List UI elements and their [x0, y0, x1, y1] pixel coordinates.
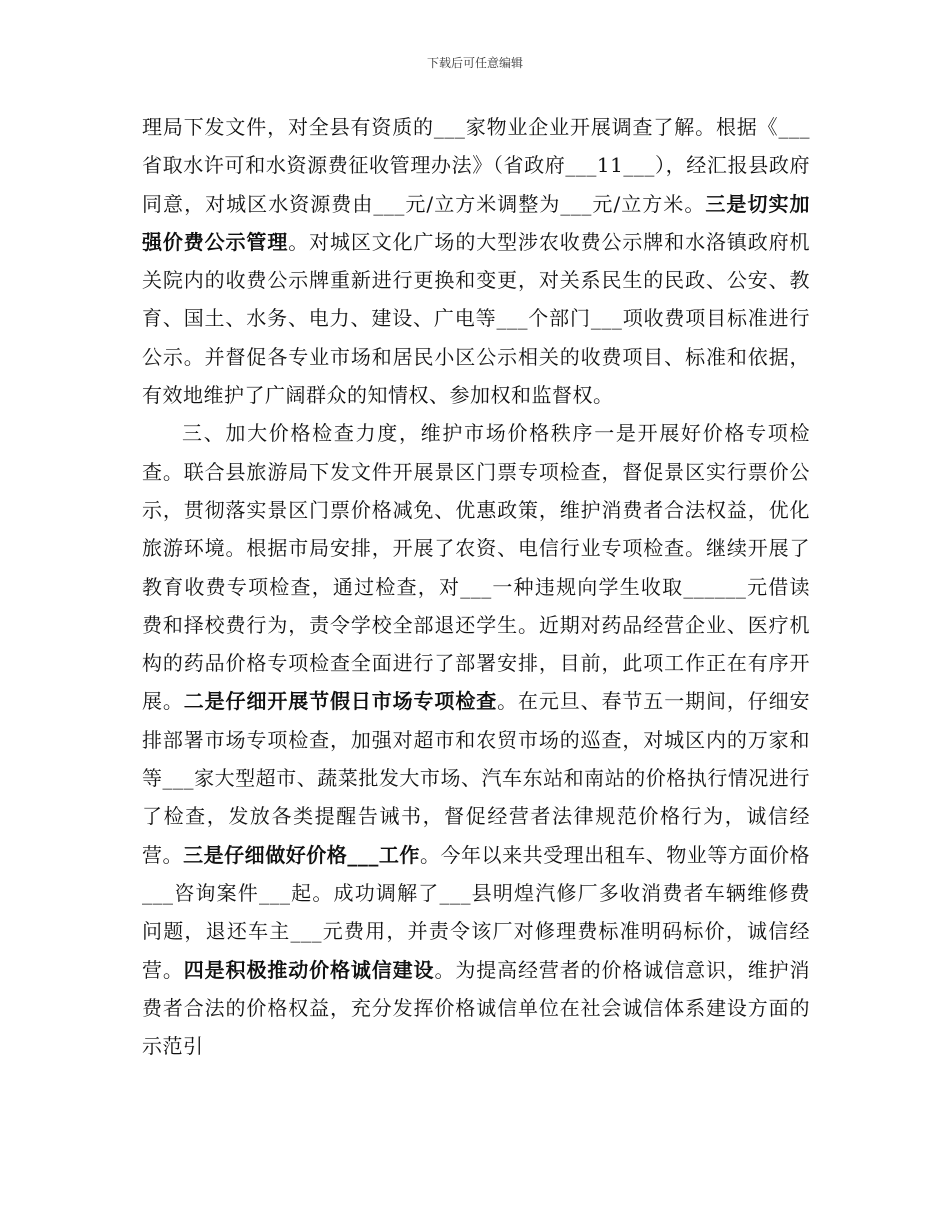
- text-segment: 。今年以来共受理出租车、物业等方面价格___咨询案件___起。成功调解了___县明煌汽修厂多收消费者车辆维修费问题，退还车主___元费用，并责令该厂对修理费标准明码标价，诚信经营。: [142, 842, 811, 982]
- bold-heading: 三是仔细做好价格___工作: [183, 842, 420, 867]
- bold-heading: 三是切实加强价费公示管理: [142, 191, 811, 254]
- text-segment: 理局下发文件，对全县有资质的___家物业企业开展调查了解。根据《___省取水许可和水资源费征收管理办法》（省政府___11___），经汇报县政府同意，对城区水资源费由___元/立方米调整为___元/立方米。: [142, 115, 810, 216]
- bold-heading: 四是积极推动价格诚信建设: [183, 957, 435, 982]
- text-segment: 三、加大价格检查力度，维护市场价格秩序一是开展好价格专项检查。联合县旅游局下发文件开展景区门票专项检查，督促景区实行票价公示，贯彻落实景区门票价格减免、优惠政策，维护消费者合法权益，优化旅游环境。根据市局安排，开展了农资、电信行业专项检查。继续开展了教育收费专项检查，通过检查，对___一种违规向学生收取______元借读费和择校费行为，责令学校全部退还学生。近期对药品经营企业、医疗机构的药品价格专项检查全面进行了部署安排，目前，此项工作正在有序开展。: [142, 421, 810, 714]
- text-segment: 。在元旦、春节五一期间，仔细安排部署市场专项检查，加强对超市和农贸市场的巡查，对城区内的万家和等___家大型超市、蔬菜批发大市场、汽车东站和南站的价格执行情况进行了检查，发放各类提醒告诫书，督促经营者法律规范价格行为，诚信经营。: [142, 689, 811, 867]
- text-segment: 。对城区文化广场的大型涉农收费公示牌和水洛镇政府机关院内的收费公示牌重新进行更换和变更，对关系民生的民政、公安、教育、国土、水务、电力、建设、广电等___个部门___项收费项目标准进行公示。并督促各专业市场和居民小区公示相关的收费项目、标准和依据，有效地维护了广阔群众的知情权、参加权和监督权。: [142, 229, 811, 408]
- page-header: 下载后可任意编辑: [426, 56, 523, 70]
- text-segment: 。为提高经营者的价格诚信意识，维护消费者合法的价格权益，充分发挥价格诚信单位在社会诚信体系建设方面的示范引: [142, 957, 811, 1059]
- paragraph: [142, 414, 810, 1065]
- bold-heading: 二是仔细开展节假日市场专项检查: [183, 689, 498, 714]
- paragraph: [142, 108, 810, 414]
- document-body: [142, 108, 810, 1065]
